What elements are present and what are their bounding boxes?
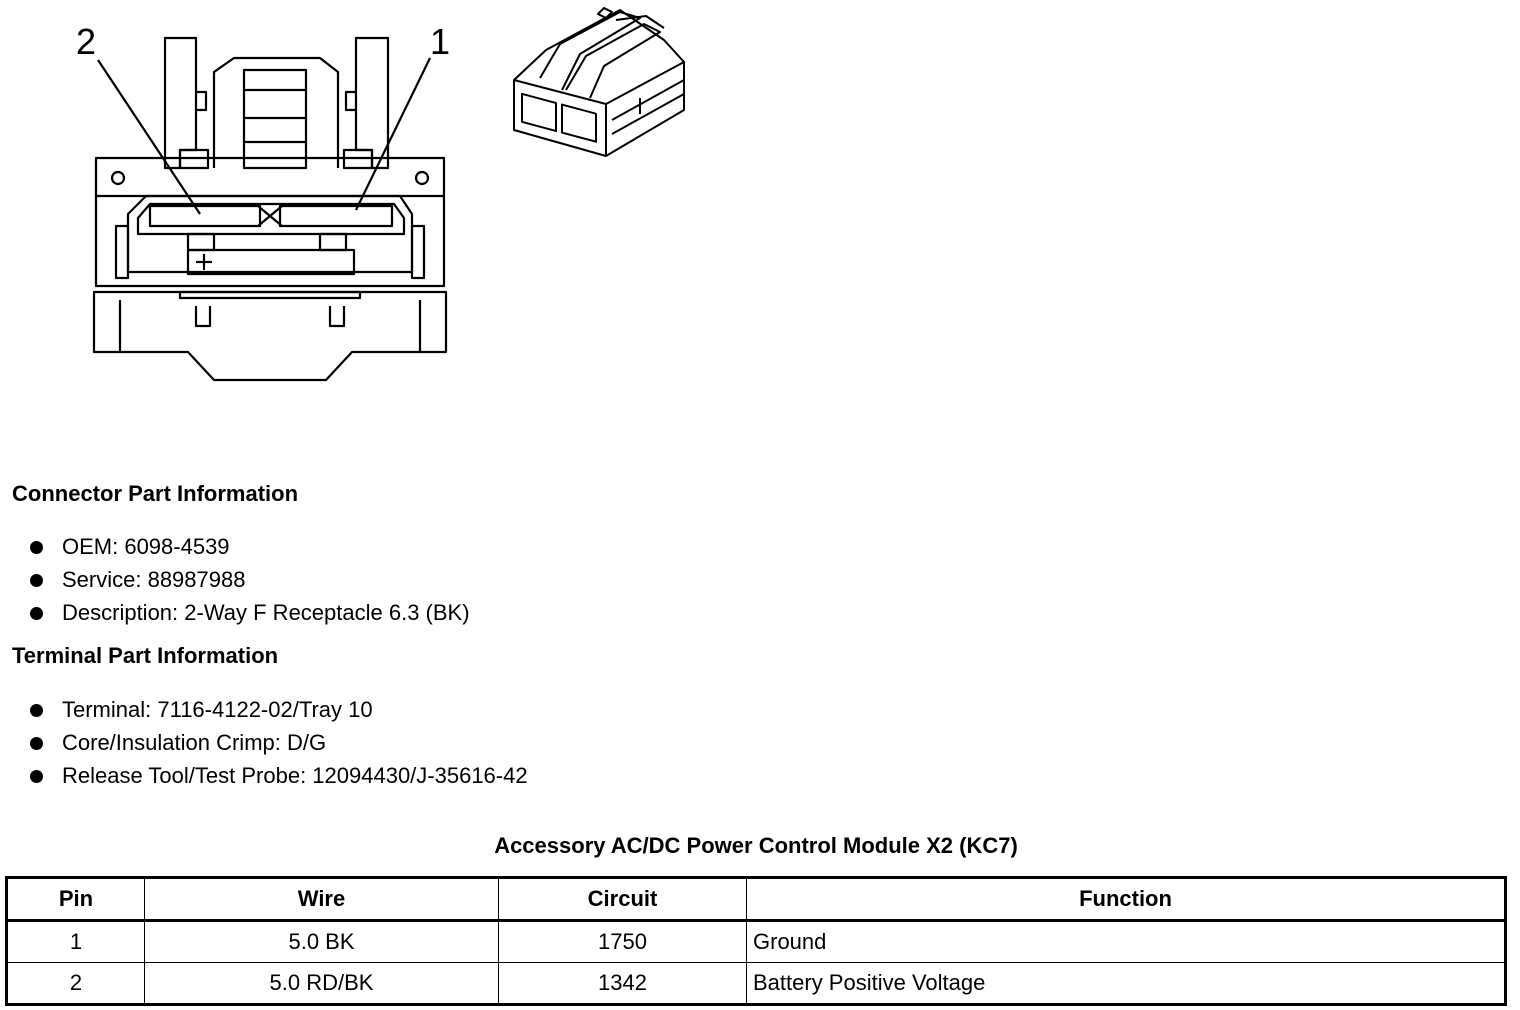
callout-pin-1: 1 bbox=[430, 21, 451, 62]
table-row bbox=[7, 963, 1506, 1005]
connector-description: Description: 2-Way F Receptacle 6.3 (BK) bbox=[62, 600, 470, 625]
terminal-number: Terminal: 7116-4122-02/Tray 10 bbox=[62, 697, 373, 722]
crimp-info: Core/Insulation Crimp: D/G bbox=[62, 730, 327, 755]
bullet-icon bbox=[30, 541, 43, 554]
pin-table-title: Accessory AC/DC Power Control Module X2 (KC7) bbox=[494, 833, 1018, 858]
wire-cell: 5.0 BK bbox=[145, 921, 499, 963]
bullet-icon bbox=[30, 737, 43, 750]
release-tool-info: Release Tool/Test Probe: 12094430/J-35616-42 bbox=[62, 763, 528, 788]
column-header-circuit: Circuit bbox=[499, 878, 747, 921]
function-cell: Battery Positive Voltage bbox=[747, 963, 1506, 1005]
table-header-row bbox=[7, 878, 1506, 921]
circuit-cell: 1342 bbox=[499, 963, 747, 1005]
connector-diagram bbox=[0, 0, 720, 420]
list-item bbox=[30, 600, 470, 633]
pin-cell: 1 bbox=[7, 921, 145, 963]
callout-pin-2: 2 bbox=[76, 21, 97, 62]
connector-part-info-heading: Connector Part Information bbox=[12, 481, 299, 506]
list-item bbox=[30, 763, 528, 796]
wire-cell: 5.0 RD/BK bbox=[145, 963, 499, 1005]
bullet-icon bbox=[30, 607, 43, 620]
table-row bbox=[7, 921, 1506, 963]
list-item bbox=[30, 730, 528, 763]
pin-table bbox=[5, 876, 1507, 1006]
column-header-pin: Pin bbox=[7, 878, 145, 921]
function-cell: Ground bbox=[747, 921, 1506, 963]
column-header-function: Function bbox=[747, 878, 1506, 921]
terminal-part-info-list bbox=[30, 697, 528, 796]
bullet-icon bbox=[30, 770, 43, 783]
bullet-icon bbox=[30, 574, 43, 587]
service-number: Service: 88987988 bbox=[62, 567, 246, 592]
oem-number: OEM: 6098-4539 bbox=[62, 534, 230, 559]
circuit-cell: 1750 bbox=[499, 921, 747, 963]
list-item bbox=[30, 697, 528, 730]
column-header-wire: Wire bbox=[145, 878, 499, 921]
list-item bbox=[30, 534, 470, 567]
bullet-icon bbox=[30, 704, 43, 717]
connector-part-info-list bbox=[30, 534, 470, 633]
list-item bbox=[30, 567, 470, 600]
terminal-part-info-heading: Terminal Part Information bbox=[12, 643, 279, 668]
pin-cell: 2 bbox=[7, 963, 145, 1005]
